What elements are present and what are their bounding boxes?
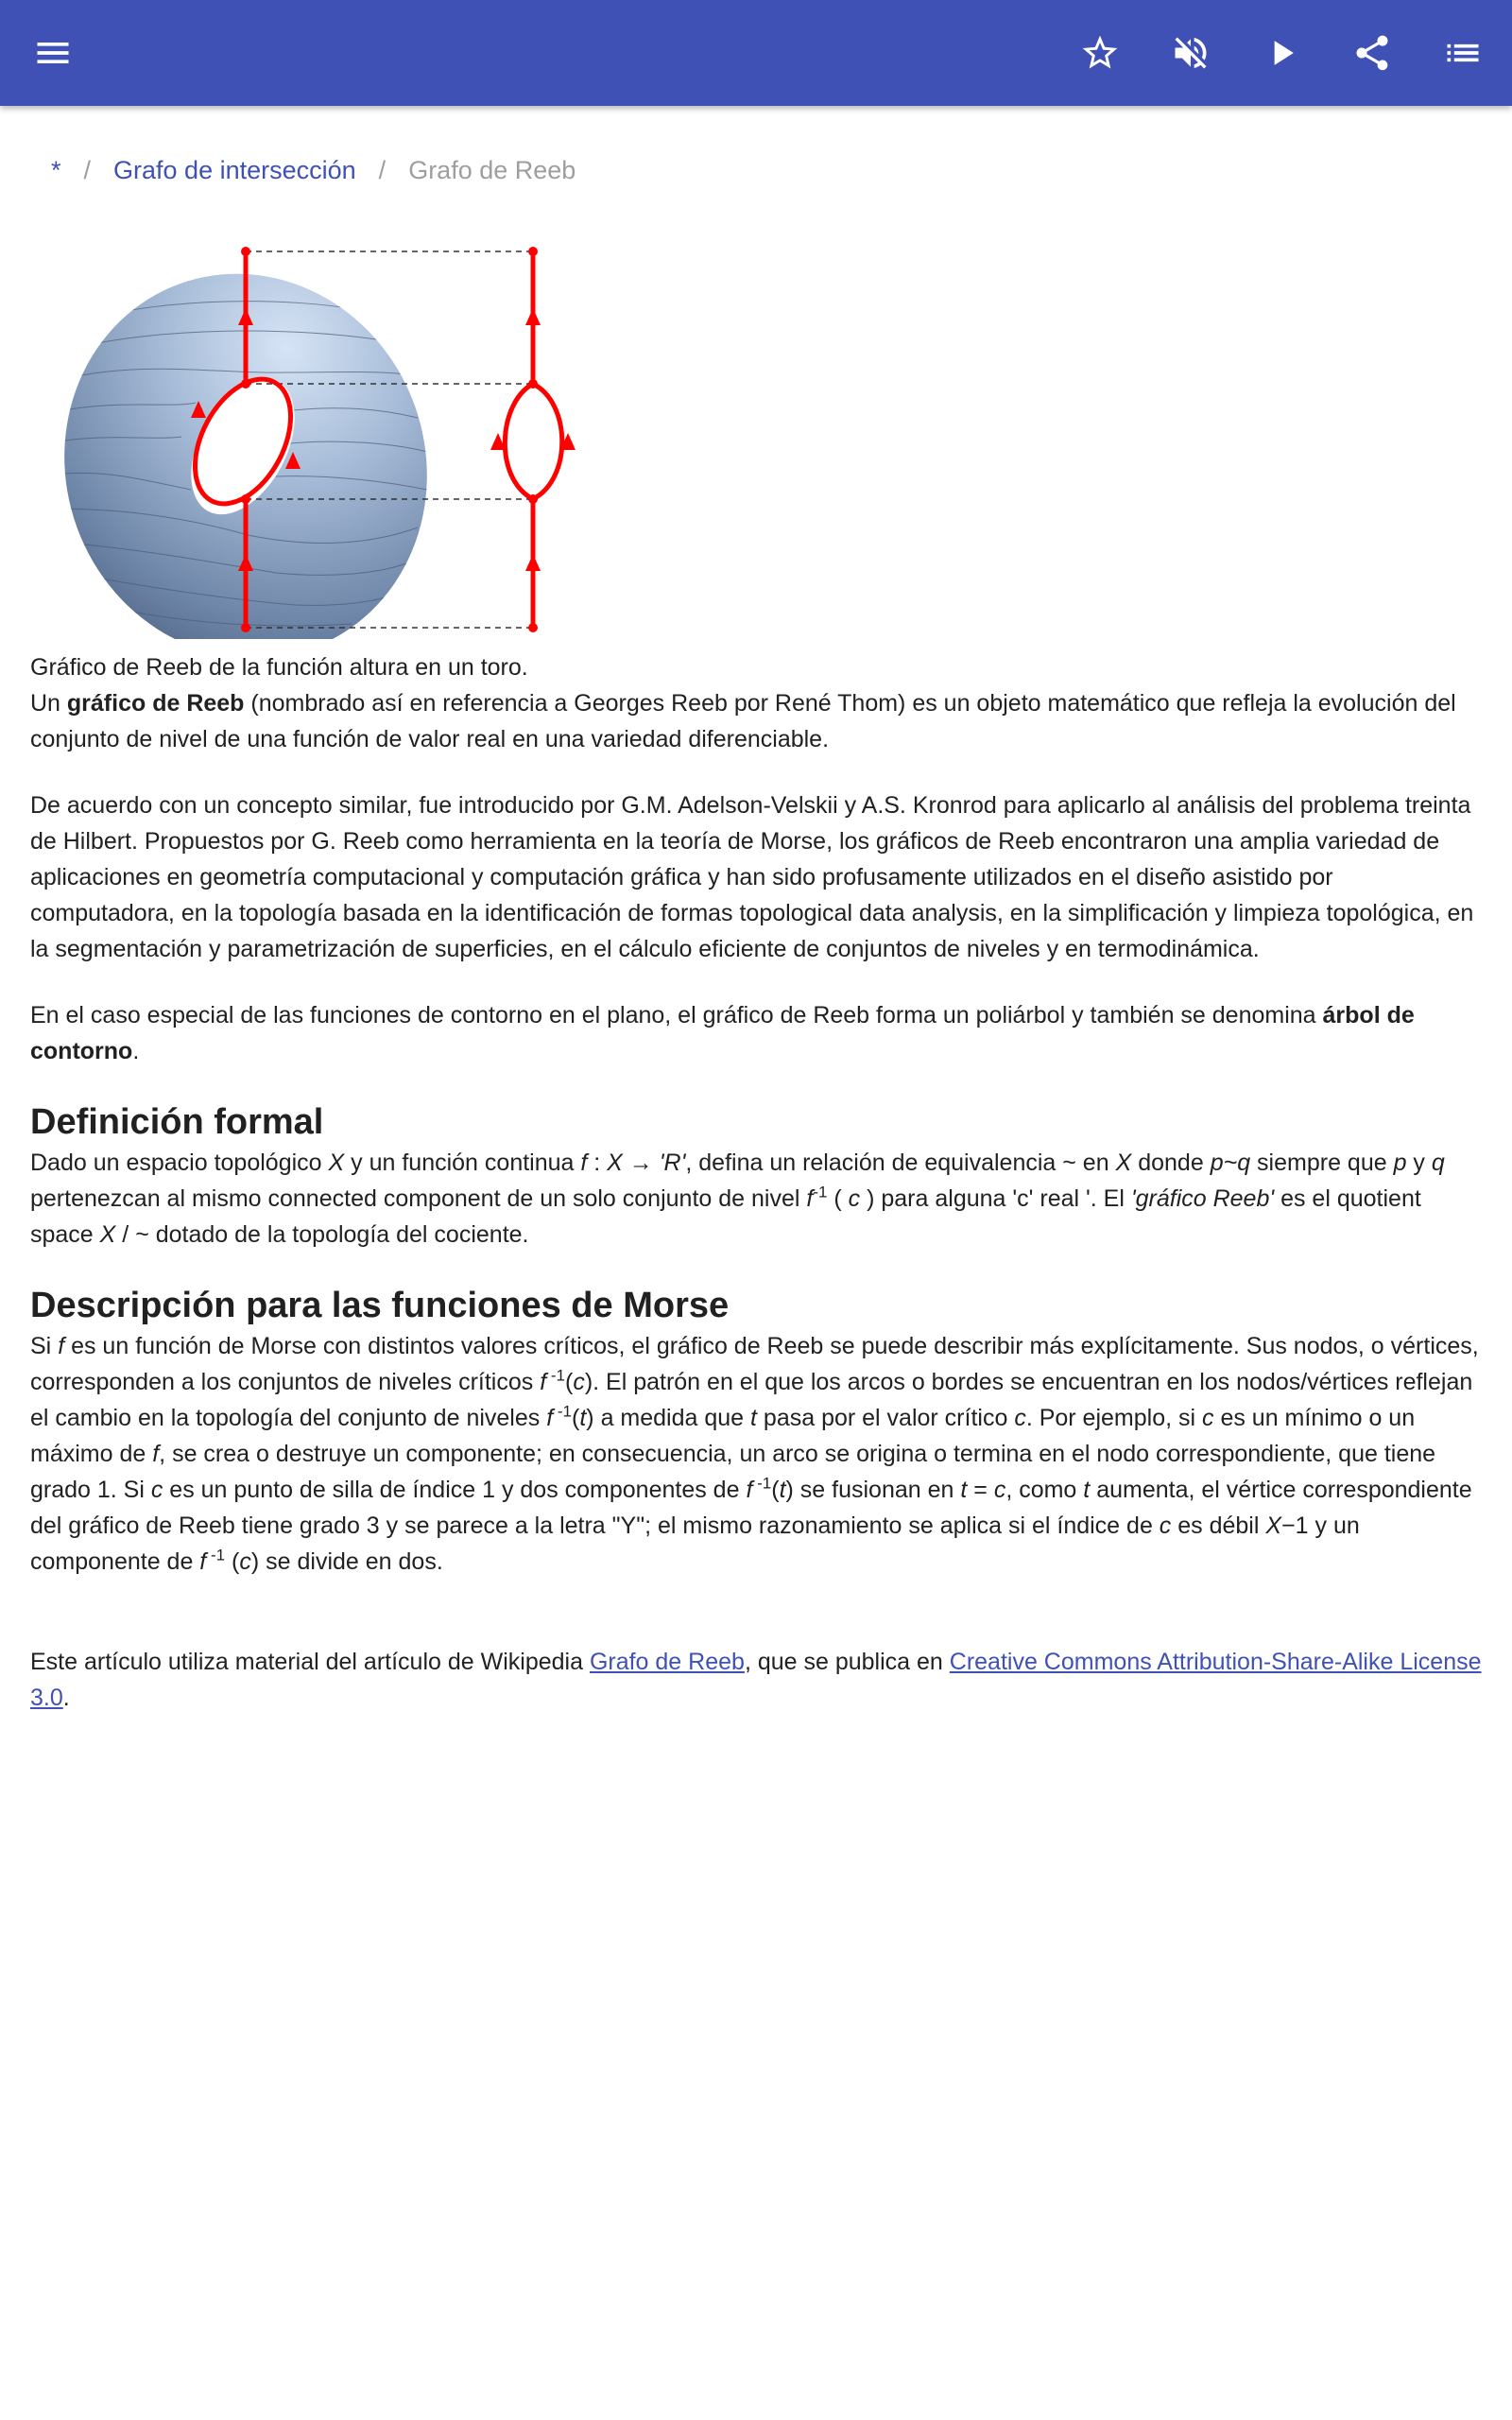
text: −1 y un componente de [30, 1512, 1360, 1575]
mute-button[interactable] [1164, 26, 1217, 79]
math-var: c [239, 1548, 251, 1575]
section-paragraph [30, 1328, 1482, 1580]
math-var: f [540, 1369, 547, 1395]
star-outline-icon [1079, 32, 1121, 74]
math-var: f [58, 1333, 65, 1359]
text: es un mínimo o un máximo de [30, 1405, 1416, 1467]
math-var: c [1202, 1405, 1214, 1431]
text: (nombrado así en referencia a Georges Reeb por René Thom) es un objeto matemático que refleja la evolución del conjunto de nivel de una función de valor real en una variedad diferenciable. [30, 690, 1456, 752]
text: Si [30, 1333, 59, 1359]
math-var: X [99, 1221, 116, 1248]
math-var: X [1265, 1512, 1282, 1539]
math-var: 'R' [659, 1150, 686, 1176]
text: aumenta, el vértice correspondiente del gráfico de Reeb tiene grado 3 y se parece a la letra "Y"; el mismo razonamiento se aplica si el índice de [30, 1477, 1472, 1539]
text: donde [1131, 1150, 1211, 1176]
text: , que se publica en [744, 1649, 950, 1675]
arrow-symbol: → [622, 1150, 660, 1176]
intro-paragraph-3 [30, 997, 1482, 1069]
breadcrumb [51, 151, 1482, 189]
math-var: f [746, 1477, 753, 1503]
text: , defina un relación de equivalencia ~ en [685, 1150, 1116, 1176]
math-var: X [1115, 1150, 1132, 1176]
superscript: -1 [206, 1546, 226, 1564]
text: es un función de Morse con distintos valores críticos, el gráfico de Reeb se puede describir más explícitamente. Sus nodos, o vértices, corresponden a los conjuntos de niveles críticos [30, 1333, 1479, 1395]
breadcrumb-home-link[interactable]: * [51, 156, 61, 184]
math-var: c [573, 1369, 585, 1395]
math-var: f [580, 1150, 588, 1176]
play-button[interactable] [1255, 26, 1308, 79]
text: y un función continua [344, 1150, 581, 1176]
math-var: f [806, 1185, 814, 1212]
math-var: c [993, 1477, 1006, 1503]
math-var: X [607, 1150, 623, 1176]
app-bar [0, 0, 1512, 106]
superscript: -1 [813, 1183, 828, 1201]
text: , como [1005, 1477, 1084, 1503]
text: En el caso especial de las funciones de contorno en el plano, el gráfico de Reeb forma un poliárbol y también se denomina [30, 1002, 1323, 1028]
text: ) para alguna 'c' real '. El [860, 1185, 1131, 1212]
text: es el quotient space [30, 1185, 1421, 1248]
text: ( [572, 1405, 580, 1431]
share-icon [1351, 32, 1393, 74]
reeb-graph-torus-image [30, 233, 597, 639]
math-var: p [1393, 1150, 1407, 1176]
license-link[interactable]: Creative Commons Attribution-Share-Alike License 3.0 [30, 1649, 1482, 1711]
math-var: t [579, 1405, 587, 1431]
app-bar-actions [1036, 26, 1489, 79]
torus-shape [30, 233, 481, 639]
text: Este artículo utiliza material del artículo de Wikipedia [30, 1649, 590, 1675]
license-notice [30, 1644, 1482, 1716]
menu-button[interactable] [26, 26, 79, 79]
section-definicion-formal [30, 1099, 1482, 1253]
bookmark-button[interactable] [1074, 26, 1126, 79]
breadcrumb-separator: / [378, 156, 387, 184]
math-var: t [960, 1477, 968, 1503]
math-var: c [1159, 1512, 1172, 1539]
text: Dado un espacio topológico [30, 1150, 329, 1176]
text: ( [564, 1369, 574, 1395]
text: siempre que [1250, 1150, 1394, 1176]
text: Un [30, 690, 67, 717]
text: / ~ dotado de la topología del cociente. [115, 1221, 529, 1248]
term-bold: gráfico de Reeb [66, 690, 245, 717]
math-var: c [150, 1477, 163, 1503]
math-var: t [1083, 1477, 1091, 1503]
text: . [62, 1685, 70, 1711]
text: pertenezcan al mismo connected component de un solo conjunto de nivel [30, 1185, 807, 1212]
intro-paragraph-2: De acuerdo con un concepto similar, fue introducido por G.M. Adelson-Velskii y A.S. Kronrod para aplicarlo al análisis del problema treinta de Hilbert. Propuestos por G. Reeb como herramienta en la teoría de Morse, los gráficos de Reeb encontraron una amplia variedad de aplicaciones en geometría computacional y computación gráfica y han sido profusamente utilizados en el diseño asistido por computadora, en la topología basada en la identificación de formas topological data analysis, en la simplificación y limpieza topológica, en la segmentación y parametrización de superficies, en el cálculo eficiente de conjuntos de niveles y en termodinámica. [30, 792, 1474, 962]
superscript: -1 [546, 1366, 565, 1385]
math-var: c [848, 1185, 861, 1212]
article-content [30, 151, 1482, 1746]
text: : [587, 1150, 608, 1176]
menu-icon [32, 32, 74, 74]
play-icon [1261, 32, 1302, 74]
text: es un punto de silla de índice 1 y dos componentes de [163, 1477, 747, 1503]
text: ( [771, 1477, 780, 1503]
text: ) se fusionan en [785, 1477, 961, 1503]
wikipedia-article-link[interactable]: Grafo de Reeb [589, 1649, 745, 1675]
math-var: q [1431, 1150, 1445, 1176]
playlist-icon [1442, 32, 1484, 74]
math-var: f [546, 1405, 554, 1431]
math-var: X [328, 1150, 345, 1176]
share-button[interactable] [1346, 26, 1399, 79]
text: , se crea o destruye un componente; en consecuencia, un arco se origina o termina en el nodo correspondiente, que tiene grado 1. Si [30, 1441, 1436, 1503]
text: ). El patrón en el que los arcos o bordes se encuentran en los nodos/vértices reflejan el cambio en la topología del conjunto de niveles [30, 1369, 1473, 1431]
superscript: -1 [752, 1474, 772, 1493]
text: ) a medida que [586, 1405, 751, 1431]
intro-paragraph-1 [30, 685, 1482, 757]
text: . Por ejemplo, si [1025, 1405, 1202, 1431]
text: pasa por el valor crítico [756, 1405, 1015, 1431]
math-var: p~q [1210, 1150, 1251, 1176]
text: y [1406, 1150, 1432, 1176]
breadcrumb-parent-link[interactable]: Grafo de intersección [113, 156, 356, 184]
term-italic: 'gráfico Reeb' [1130, 1185, 1275, 1212]
math-var: t [779, 1477, 786, 1503]
term-bold: árbol de contorno [30, 1002, 1415, 1064]
text: . [132, 1038, 140, 1064]
math-var: c [1014, 1405, 1026, 1431]
volume-off-icon [1170, 32, 1211, 74]
section-heading: Descripción para las funciones de Morse [30, 1286, 730, 1325]
math-var: t [750, 1405, 757, 1431]
text: ) se divide en dos. [250, 1548, 443, 1575]
text: = [967, 1477, 994, 1503]
section-paragraph [30, 1145, 1482, 1253]
breadcrumb-current: Grafo de Reeb [408, 156, 576, 184]
section-heading: Definición formal [30, 1102, 324, 1142]
text: ( [827, 1185, 849, 1212]
superscript: -1 [553, 1402, 573, 1421]
figure-caption: Gráfico de Reeb de la función altura en un toro. [30, 654, 528, 681]
text: ( [225, 1548, 240, 1575]
math-var: f [152, 1441, 160, 1467]
contents-button[interactable] [1436, 26, 1489, 79]
breadcrumb-separator: / [83, 156, 92, 184]
section-morse [30, 1283, 1482, 1580]
text: es débil [1171, 1512, 1266, 1539]
math-var: f [199, 1548, 207, 1575]
